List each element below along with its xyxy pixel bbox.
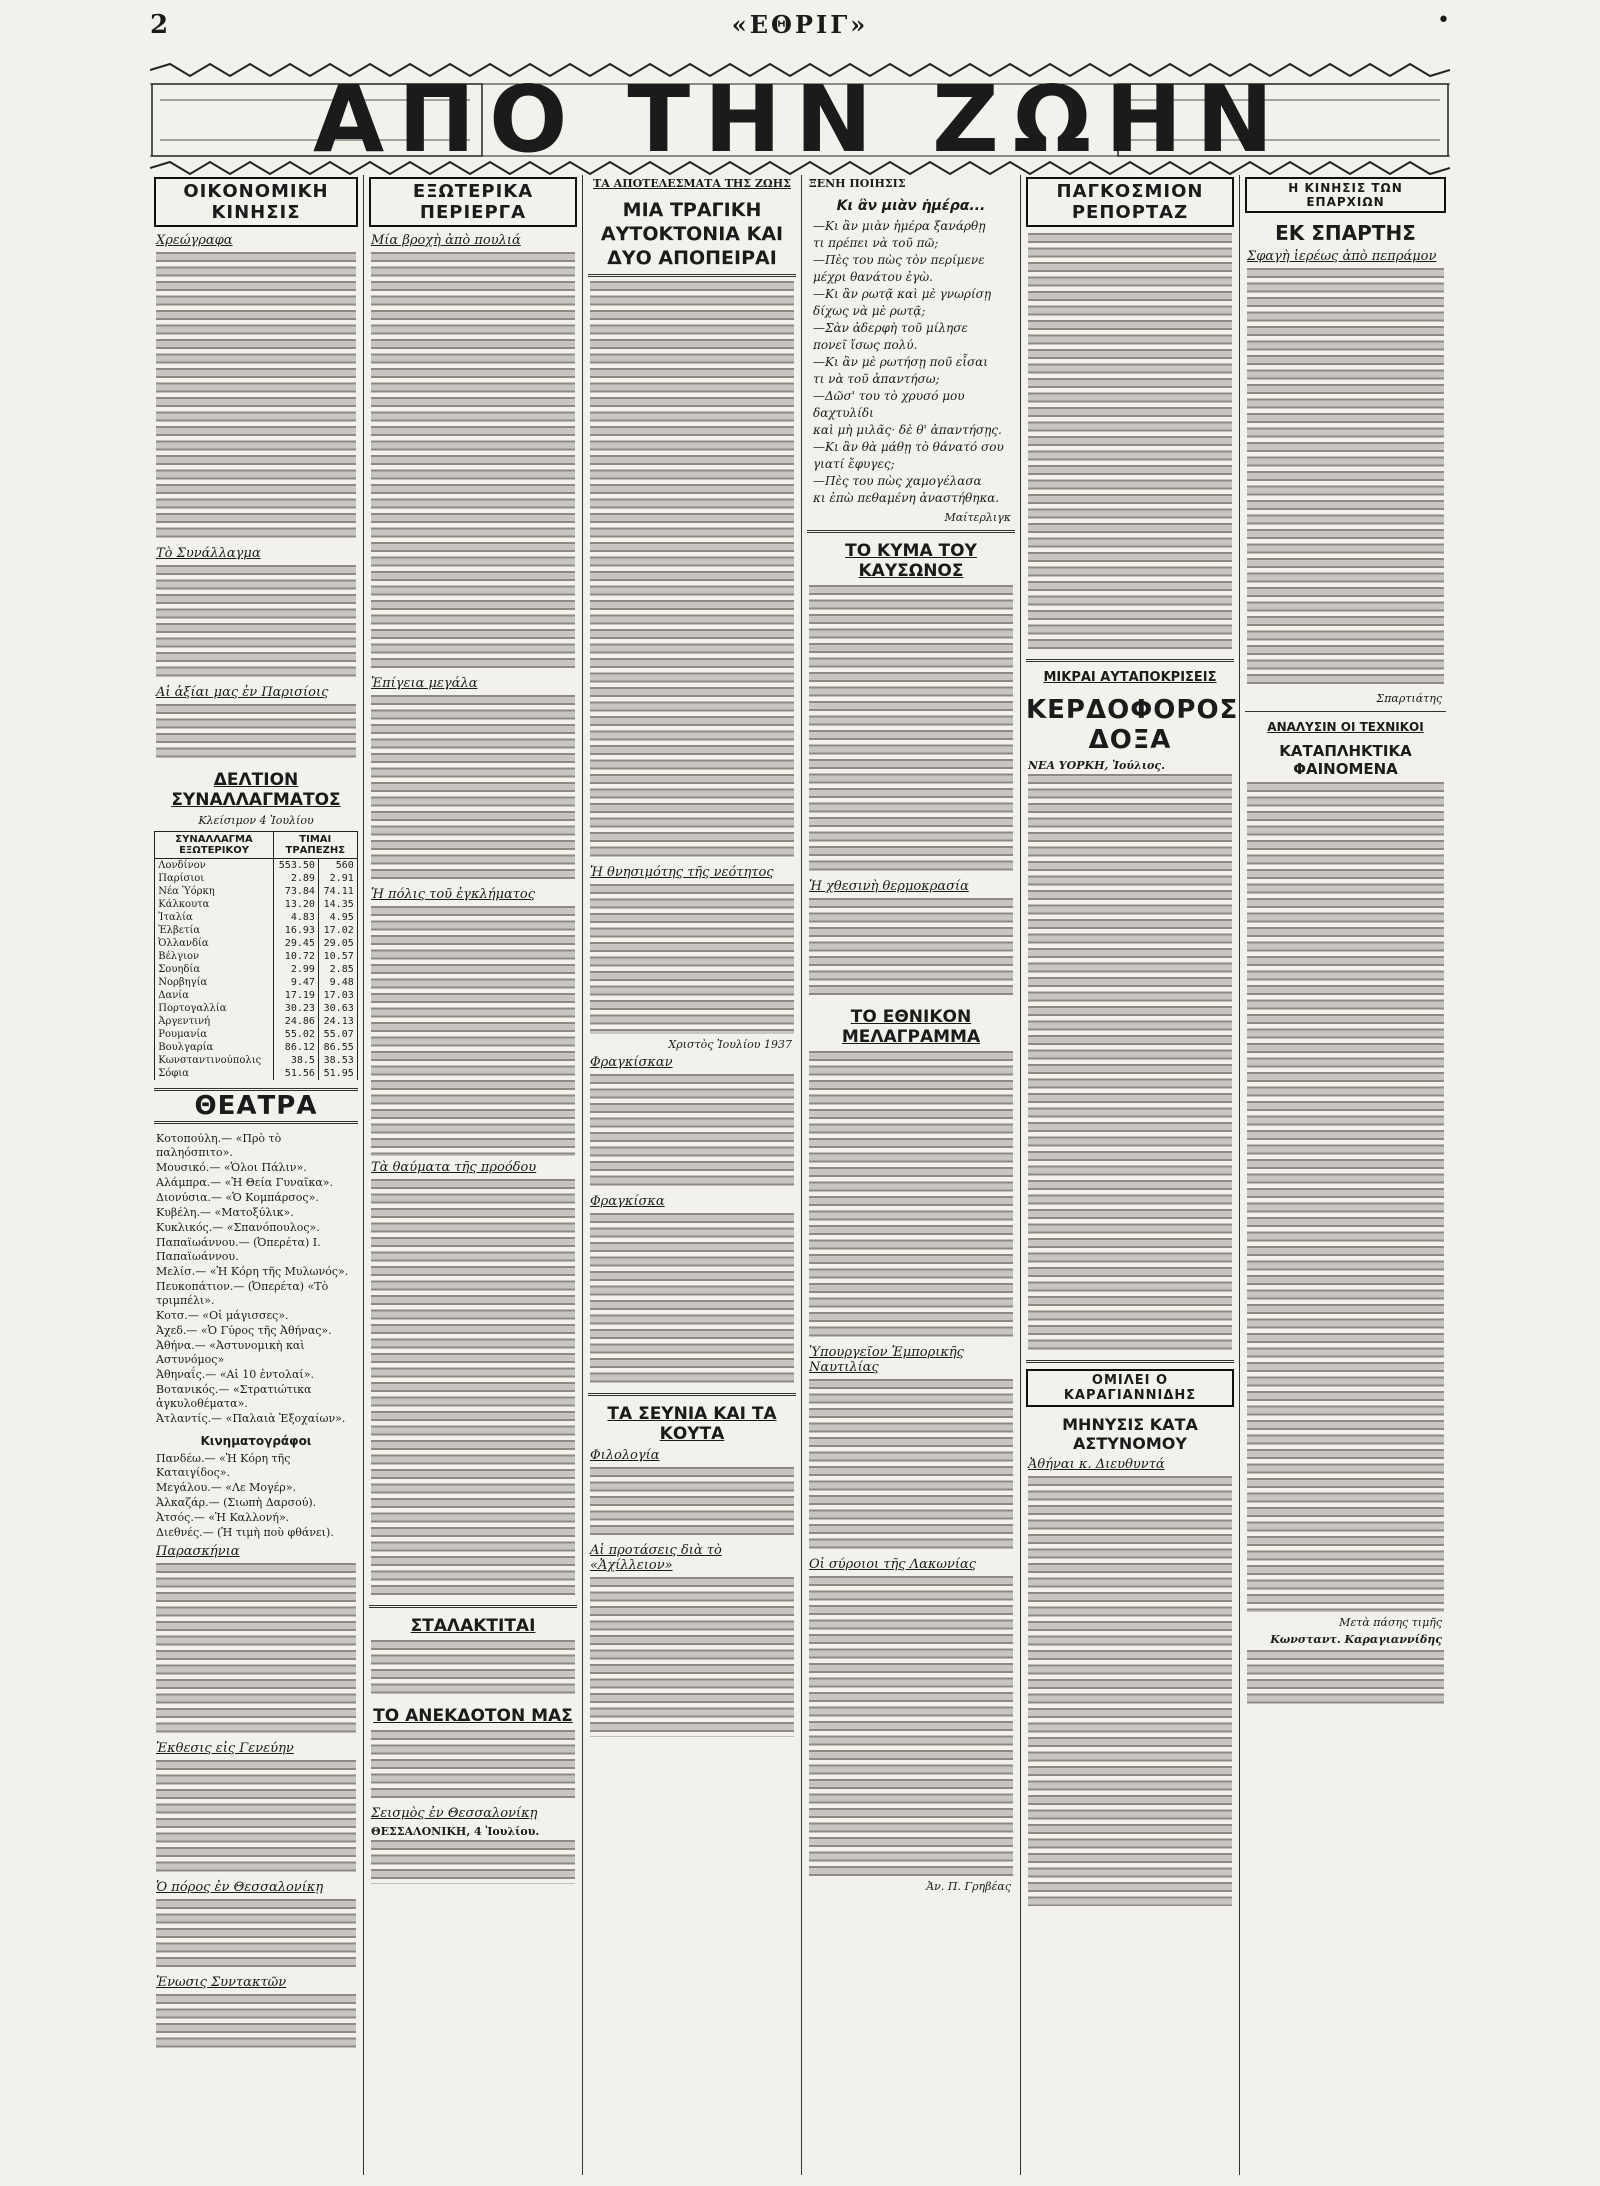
table-row — [155, 950, 358, 963]
article-text — [156, 1899, 356, 1971]
rate-cell: 2.89 — [273, 872, 318, 885]
cinema-item: Διεθνές.— (Ἡ τιμὴ ποὺ φθάνει). — [156, 1526, 334, 1539]
poem-line: —Δῶσ' του τὸ χρυσό μου δαχτυλίδι — [813, 389, 965, 420]
subheading: ΤΟ ΑΝΕΚΔΟΤΟΝ ΜΑΣ — [373, 1706, 573, 1726]
poem-line: δίχως νὰ μὲ ρωτᾷ; — [813, 304, 926, 318]
rate-cell: 24.13 — [318, 1015, 357, 1028]
poem-title: Κι ἂν μιὰν ἡμέρα... — [836, 198, 986, 214]
rate-cell: 16.93 — [273, 924, 318, 937]
article-text — [590, 281, 794, 861]
rate-cell: 553.50 — [273, 859, 318, 873]
article-text — [809, 898, 1013, 999]
rate-cell: 73.84 — [273, 885, 318, 898]
page-number: 2 — [150, 10, 169, 40]
world-heading: ΠΑΓΚΟΣΜΙΟΝ ΡΕΠΟΡΤΑΖ — [1026, 177, 1234, 227]
currency-cell: Πορτογαλλία — [155, 1002, 274, 1015]
subheading: Ἐνωσις Συντακτῶν — [156, 1975, 287, 1990]
divider — [1026, 659, 1234, 662]
subheading: Τὸ Συνάλλαγμα — [156, 546, 261, 561]
theatre-heading: ΘΕΑΤΡΑ — [154, 1088, 358, 1124]
rate-cell: 30.23 — [273, 1002, 318, 1015]
divider — [807, 530, 1015, 533]
column-rule — [801, 175, 802, 2175]
rate-cell: 9.47 — [273, 976, 318, 989]
currency-cell: Βέλγιον — [155, 950, 274, 963]
theatre-item: Πευκοπάτιον.— (Ὀπερέτα) «Τὸ τριμπέλι». — [156, 1280, 329, 1307]
table-row — [155, 1002, 358, 1015]
table-header: ΤΙΜΑΙ ΤΡΑΠΕΖΗΣ — [273, 832, 357, 859]
article-text — [371, 1179, 575, 1599]
divider — [369, 1605, 577, 1608]
headline: ΚΑΤΑΠΛΗΚΤΙΚΑ ΦΑΙΝΟΜΕΝΑ — [1279, 742, 1412, 778]
article-text — [809, 1576, 1013, 1876]
column-poetry — [803, 175, 1019, 2175]
subheading-box: ΟΜΙΛΕΙ Ο ΚΑΡΑΓΙΑΝΝΙΔΗΣ — [1026, 1369, 1234, 1407]
article-text — [1028, 233, 1232, 653]
theatre-item: Ἀχεδ.— «Ὁ Γύρος τῆς Ἀθήνας». — [156, 1324, 332, 1337]
currency-cell: Κωνσταντινούπολις — [155, 1054, 274, 1067]
table-row — [155, 1054, 358, 1067]
columns — [150, 175, 1450, 2175]
signature: Χριστὸς Ἰουλίου 1937 — [668, 1038, 792, 1051]
table-row — [155, 885, 358, 898]
cinema-heading: Κινηματογράφοι — [200, 1434, 312, 1448]
column-rule — [1020, 175, 1021, 2175]
newspaper-name: «ΕΘΡΙΓ» — [731, 10, 869, 39]
poem — [813, 218, 1009, 507]
subheading: Σεισμὸς ἐν Θεσσαλονίκῃ — [371, 1806, 538, 1821]
rate-cell: 2.99 — [273, 963, 318, 976]
subheading: Οἱ σύροιοι τῆς Λακωνίας — [809, 1557, 977, 1572]
table-row — [155, 989, 358, 1002]
rate-cell: 9.48 — [318, 976, 357, 989]
column-economy — [150, 175, 362, 2175]
currency-cell: Ἑλβετία — [155, 924, 274, 937]
table-row — [155, 898, 358, 911]
article-text — [156, 1994, 356, 2052]
headline: ΚΕΡΔΟΦΟΡΟΣ ΔΟΞΑ — [1026, 695, 1238, 755]
rate-cell: 560 — [318, 859, 357, 873]
table-row — [155, 963, 358, 976]
column-rule — [363, 175, 364, 2175]
cinema-item: Ἀτσός.— «Ἡ Καλλονή». — [156, 1511, 290, 1524]
subheading: Μία βροχὴ ἀπὸ πουλιά — [371, 233, 521, 248]
poem-line: τι νὰ τοῦ ἀπαντήσω; — [813, 372, 940, 386]
article-text — [1028, 1476, 1232, 1906]
signature: Σπαρτιάτης — [1376, 692, 1442, 705]
table-header: ΣΥΝΑΛΛΑΓΜΑ ΕΞΩΤΕΡΙΚΟΥ — [155, 832, 274, 859]
provinces-heading: Η ΚΙΝΗΣΙΣ ΤΩΝ ΕΠΑΡΧΙΩΝ — [1245, 177, 1446, 213]
corner-mark: • — [1437, 8, 1450, 33]
table-row — [155, 1015, 358, 1028]
rate-cell: 17.03 — [318, 989, 357, 1002]
top-line — [150, 8, 1450, 48]
theatre-item: Κυβέλη.— «Ματοξύλικ». — [156, 1206, 294, 1219]
rate-cell: 86.55 — [318, 1041, 357, 1054]
rate-cell: 4.95 — [318, 911, 357, 924]
article-text — [590, 1074, 794, 1190]
subheading: Παρασκήνια — [156, 1544, 240, 1559]
article-text — [809, 1379, 1013, 1553]
rate-cell: 51.56 — [273, 1067, 318, 1080]
currency-cell: Βουλγαρία — [155, 1041, 274, 1054]
article-text — [590, 1467, 794, 1539]
rate-cell: 29.45 — [273, 937, 318, 950]
currency-cell: Ὀλλανδία — [155, 937, 274, 950]
theatre-item: Παπαϊωάννου.— (Ὀπερέτα) Ι. Παπαϊωάννου. — [156, 1236, 321, 1263]
currency-cell: Λονδίνον — [155, 859, 274, 873]
poem-line: —Πὲς του πὼς τὸν περίμενε — [813, 253, 985, 267]
exchange-table — [154, 831, 358, 1080]
subheading: Ἐκθεσις εἰς Γενεύην — [156, 1741, 294, 1756]
poem-line: καὶ μὴ μιλᾶς· δὲ θ' ἀπαντήσῃς. — [813, 423, 1002, 437]
theatre-item: Ἀθήνα.— «Ἀστυνομικὴ καὶ Αστυνόμος» — [156, 1339, 305, 1366]
column-suicide — [584, 175, 800, 2175]
theatre-item: Ἀθηναΐς.— «Αἱ 10 ἐντολαί». — [156, 1368, 314, 1381]
poem-line: —Κι ἂν μιὰν ἡμέρα ξανάρθῃ — [813, 219, 986, 233]
article-text — [156, 565, 356, 681]
poem-line: —Σὰν ἀδερφὴ τοῦ μίλησε — [813, 321, 968, 335]
subheading: Φραγκίσκαν — [590, 1055, 673, 1070]
subheading: ΤΟ ΚΥΜΑ ΤΟΥ ΚΑΥΣΩΝΟΣ — [845, 541, 977, 581]
article-text — [1247, 268, 1444, 688]
table-row — [155, 872, 358, 885]
subheading: ΑΝΑΛΥΣΙΝ ΟΙ ΤΕΧΝΙΚΟΙ — [1267, 720, 1424, 734]
table-row — [155, 976, 358, 989]
subheading: Ἡ χθεσινὴ θερμοκρασία — [809, 879, 969, 894]
poem-line: —Κι ἂν ρωτᾷ καὶ μὲ γνωρίσῃ — [813, 287, 992, 301]
divider — [1026, 1360, 1234, 1363]
table-row — [155, 1041, 358, 1054]
subheading: Ἡ πόλις τοῦ ἐγκλήματος — [371, 887, 536, 902]
subheading: Χρεώγραφα — [156, 233, 233, 248]
article-text — [156, 252, 356, 542]
subheading: Σφαγὴ ἱερέως ἀπὸ πεπράμον — [1247, 249, 1437, 264]
rate-cell: 13.20 — [273, 898, 318, 911]
subheading: Φραγκίσκα — [590, 1194, 665, 1209]
rate-cell: 74.11 — [318, 885, 357, 898]
article-text — [371, 1640, 575, 1698]
rate-cell: 17.02 — [318, 924, 357, 937]
currency-cell: Παρίσιοι — [155, 872, 274, 885]
table-row — [155, 937, 358, 950]
suicide-headline: ΜΙΑ ΤΡΑΓΙΚΗ ΑΥΤΟΚΤΟΝΙΑ ΚΑΙ ΔΥΟ ΑΠΟΠΕΙΡΑΙ — [588, 198, 796, 277]
divider — [588, 1393, 796, 1396]
rate-cell: 10.72 — [273, 950, 318, 963]
rate-cell: 2.91 — [318, 872, 357, 885]
rate-cell: 38.53 — [318, 1054, 357, 1067]
dateline: ΘΕΣΣΑΛΟΝΙΚΗ, 4 Ἰουλίου. — [371, 1825, 540, 1838]
theatre-item: Αλάμπρα.— «Ἡ Θεία Γυναῖκα». — [156, 1176, 333, 1189]
subheading: Φιλολογία — [590, 1448, 660, 1463]
subheading: ΤΑ ΣΕΥΝΙΑ ΚΑΙ ΤΑ ΚΟΥΤΑ — [607, 1404, 777, 1444]
divider — [1245, 711, 1446, 712]
rate-cell: 86.12 — [273, 1041, 318, 1054]
column-provinces — [1241, 175, 1450, 2175]
rate-cell: 24.86 — [273, 1015, 318, 1028]
article-text — [590, 1577, 794, 1737]
currency-cell: Ἰταλία — [155, 911, 274, 924]
currency-cell: Νέα Ὑόρκη — [155, 885, 274, 898]
article-text — [809, 1051, 1013, 1341]
article-text — [371, 1730, 575, 1802]
subheading: Ἐπίγεια μεγάλα — [371, 676, 478, 691]
theatre-item: Ἀτλαντίς.— «Παλαιὰ Ἐξοχαίων». — [156, 1412, 346, 1425]
table-row — [155, 911, 358, 924]
cinema-item: Μεγάλου.— «Λε Μογέρ». — [156, 1481, 296, 1494]
theatre-list — [150, 1132, 362, 1426]
subheading: ΣΤΑΛΑΚΤΙΤΑΙ — [410, 1616, 536, 1636]
table-row — [155, 859, 358, 873]
table-title: ΔΕΛΤΙΟΝ ΣΥΝΑΛΛΑΓΜΑΤΟΣ — [171, 770, 341, 810]
article-text — [371, 252, 575, 672]
headline: ΜΗΝΥΣΙΣ ΚΑΤΑ ΑΣΤΥΝΟΜΟΥ — [1062, 1415, 1198, 1453]
article-text — [590, 1213, 794, 1387]
rate-cell: 55.07 — [318, 1028, 357, 1041]
rate-cell: 14.35 — [318, 898, 357, 911]
column-rule — [582, 175, 583, 2175]
poem-line: κι ἐπὼ πεθαμένη ἀναστήθηκα. — [813, 491, 1000, 505]
article-text — [809, 585, 1013, 875]
theatre-item: Κυκλικός.— «Σπανόπουλος». — [156, 1221, 320, 1234]
table-row — [155, 1067, 358, 1080]
theatre-item: Μουσικό.— «Ὁλοι Πάλιν». — [156, 1161, 307, 1174]
signature: Κωνσταντ. Καραγιαννίδης — [1270, 1633, 1442, 1646]
column-rule — [1239, 175, 1240, 2175]
rate-cell: 10.57 — [318, 950, 357, 963]
table-subtitle: Κλείσιμον 4 Ἰουλίου — [198, 814, 314, 827]
rate-cell: 2.85 — [318, 963, 357, 976]
rate-cell: 38.5 — [273, 1054, 318, 1067]
poetry-heading: ΞΕΝΗ ΠΟΙΗΣΙΣ — [809, 177, 906, 190]
article-text — [156, 1563, 356, 1737]
cinema-list — [150, 1452, 362, 1540]
currency-cell: Ρουμανία — [155, 1028, 274, 1041]
article-text — [371, 906, 575, 1156]
subheading: Ἡ θνησιμότης τῆς νεότητος — [590, 865, 774, 880]
column-world — [1022, 175, 1238, 2175]
poem-line: πονεῖ ἴσως πολύ. — [813, 338, 918, 352]
article-text — [590, 884, 794, 1034]
currency-cell: Νορβηγία — [155, 976, 274, 989]
currency-cell: Σουηδία — [155, 963, 274, 976]
currency-cell: Δανία — [155, 989, 274, 1002]
rate-cell: 29.05 — [318, 937, 357, 950]
poem-signature: Μαίτερλιγκ — [944, 511, 1011, 524]
poem-line: γιατί ἔφυγες; — [813, 457, 895, 471]
table-row — [155, 1028, 358, 1041]
rate-cell: 17.19 — [273, 989, 318, 1002]
subheading: Αἱ ἀξίαι μας ἐν Παρισίοις — [156, 685, 329, 700]
foreign-heading: ΕΞΩΤΕΡΙΚΑ ΠΕΡΙΕΡΓΑ — [369, 177, 577, 227]
kicker: ΤΑ ΑΠΟΤΕΛΕΣΜΑΤΑ ΤΗΣ ΖΩΗΣ — [593, 177, 791, 190]
rate-cell: 55.02 — [273, 1028, 318, 1041]
dateline: ΝΕΑ ΥΟΡΚΗ, Ἰούλιος. — [1028, 759, 1165, 772]
poem-line: μέχρι θανάτου ἐγὼ. — [813, 270, 933, 284]
poem-line: —Πὲς του πὼς χαμογέλασα — [813, 474, 982, 488]
signature: Μετὰ πάσης τιμῆς — [1339, 1616, 1442, 1629]
column-foreign — [365, 175, 581, 2175]
banner-title: ΑΠΟ ΤΗΝ ΖΩΗΝ — [312, 66, 1288, 173]
currency-cell: Ἀργεντινή — [155, 1015, 274, 1028]
currency-cell: Κάλκουτα — [155, 898, 274, 911]
article-text — [1247, 782, 1444, 1612]
article-text — [156, 704, 356, 762]
rate-cell: 30.63 — [318, 1002, 357, 1015]
headline: ΕΚ ΣΠΑΡΤΗΣ — [1275, 221, 1416, 245]
poem-line: τι πρέπει νὰ τοῦ πῶ; — [813, 236, 939, 250]
currency-cell: Σόφια — [155, 1067, 274, 1080]
subheading: Ἀθήναι κ. Διευθυντά — [1028, 1457, 1165, 1472]
theatre-item: Διονύσια.— «Ὁ Κομπάρσος». — [156, 1191, 319, 1204]
subheading: Τὰ θαύματα τῆς προόδου — [371, 1160, 537, 1175]
theatre-item: Κοτσ.— «Οἱ μάγισσες». — [156, 1309, 289, 1322]
theatre-item: Βοτανικός.— «Στρατιώτικα ἀγκυλοθέματα». — [156, 1383, 312, 1410]
cinema-item: Ἀλκαζάρ.— (Σιωπὴ Δαρσού). — [156, 1496, 317, 1509]
subheading: Ὑπουργεῖον Ἐμπορικῆς Ναυτιλίας — [809, 1345, 964, 1375]
cinema-item: Πανδέω.— «Ἡ Κόρη τῆς Καταιγίδος». — [156, 1452, 291, 1479]
article-text — [156, 1760, 356, 1876]
subheading: Αἱ προτάσεις διὰ τὸ «Ἀχίλλειον» — [590, 1543, 722, 1573]
subheading: ΤΟ ΕΘΝΙΚΟΝ ΜΕΛΑΓΡΑΜΜΑ — [841, 1007, 981, 1047]
theatre-item: Κοτοπούλη.— «Πρὸ τὸ παληόσπιτο». — [156, 1132, 282, 1159]
poem-line: —Κι ἂν μὲ ρωτήσῃ ποῦ εἶσαι — [813, 355, 988, 369]
signature: Ἀν. Π. Γρηβέας — [926, 1880, 1011, 1893]
article-text — [1247, 1650, 1444, 1708]
subheading: ΜΙΚΡΑΙ ΑΥΤΑΠΟΚΡΙΣΕΙΣ — [1043, 670, 1217, 685]
article-text — [371, 1840, 575, 1884]
table-row — [155, 924, 358, 937]
rate-cell: 51.95 — [318, 1067, 357, 1080]
article-text — [371, 695, 575, 883]
theatre-item: Μελίσ.— «Ἡ Κόρη τῆς Μυλωνός». — [156, 1265, 349, 1278]
subheading: Ὁ πόρος ἐν Θεσσαλονίκῃ — [156, 1880, 324, 1895]
section-banner — [150, 60, 1450, 180]
rate-cell: 4.83 — [273, 911, 318, 924]
article-text — [1028, 774, 1232, 1354]
economy-heading: ΟΙΚΟΝΟΜΙΚΗ ΚΙΝΗΣΙΣ — [154, 177, 358, 227]
poem-line: —Κι ἂν θὰ μάθῃ τὸ θάνατό σου — [813, 440, 1004, 454]
